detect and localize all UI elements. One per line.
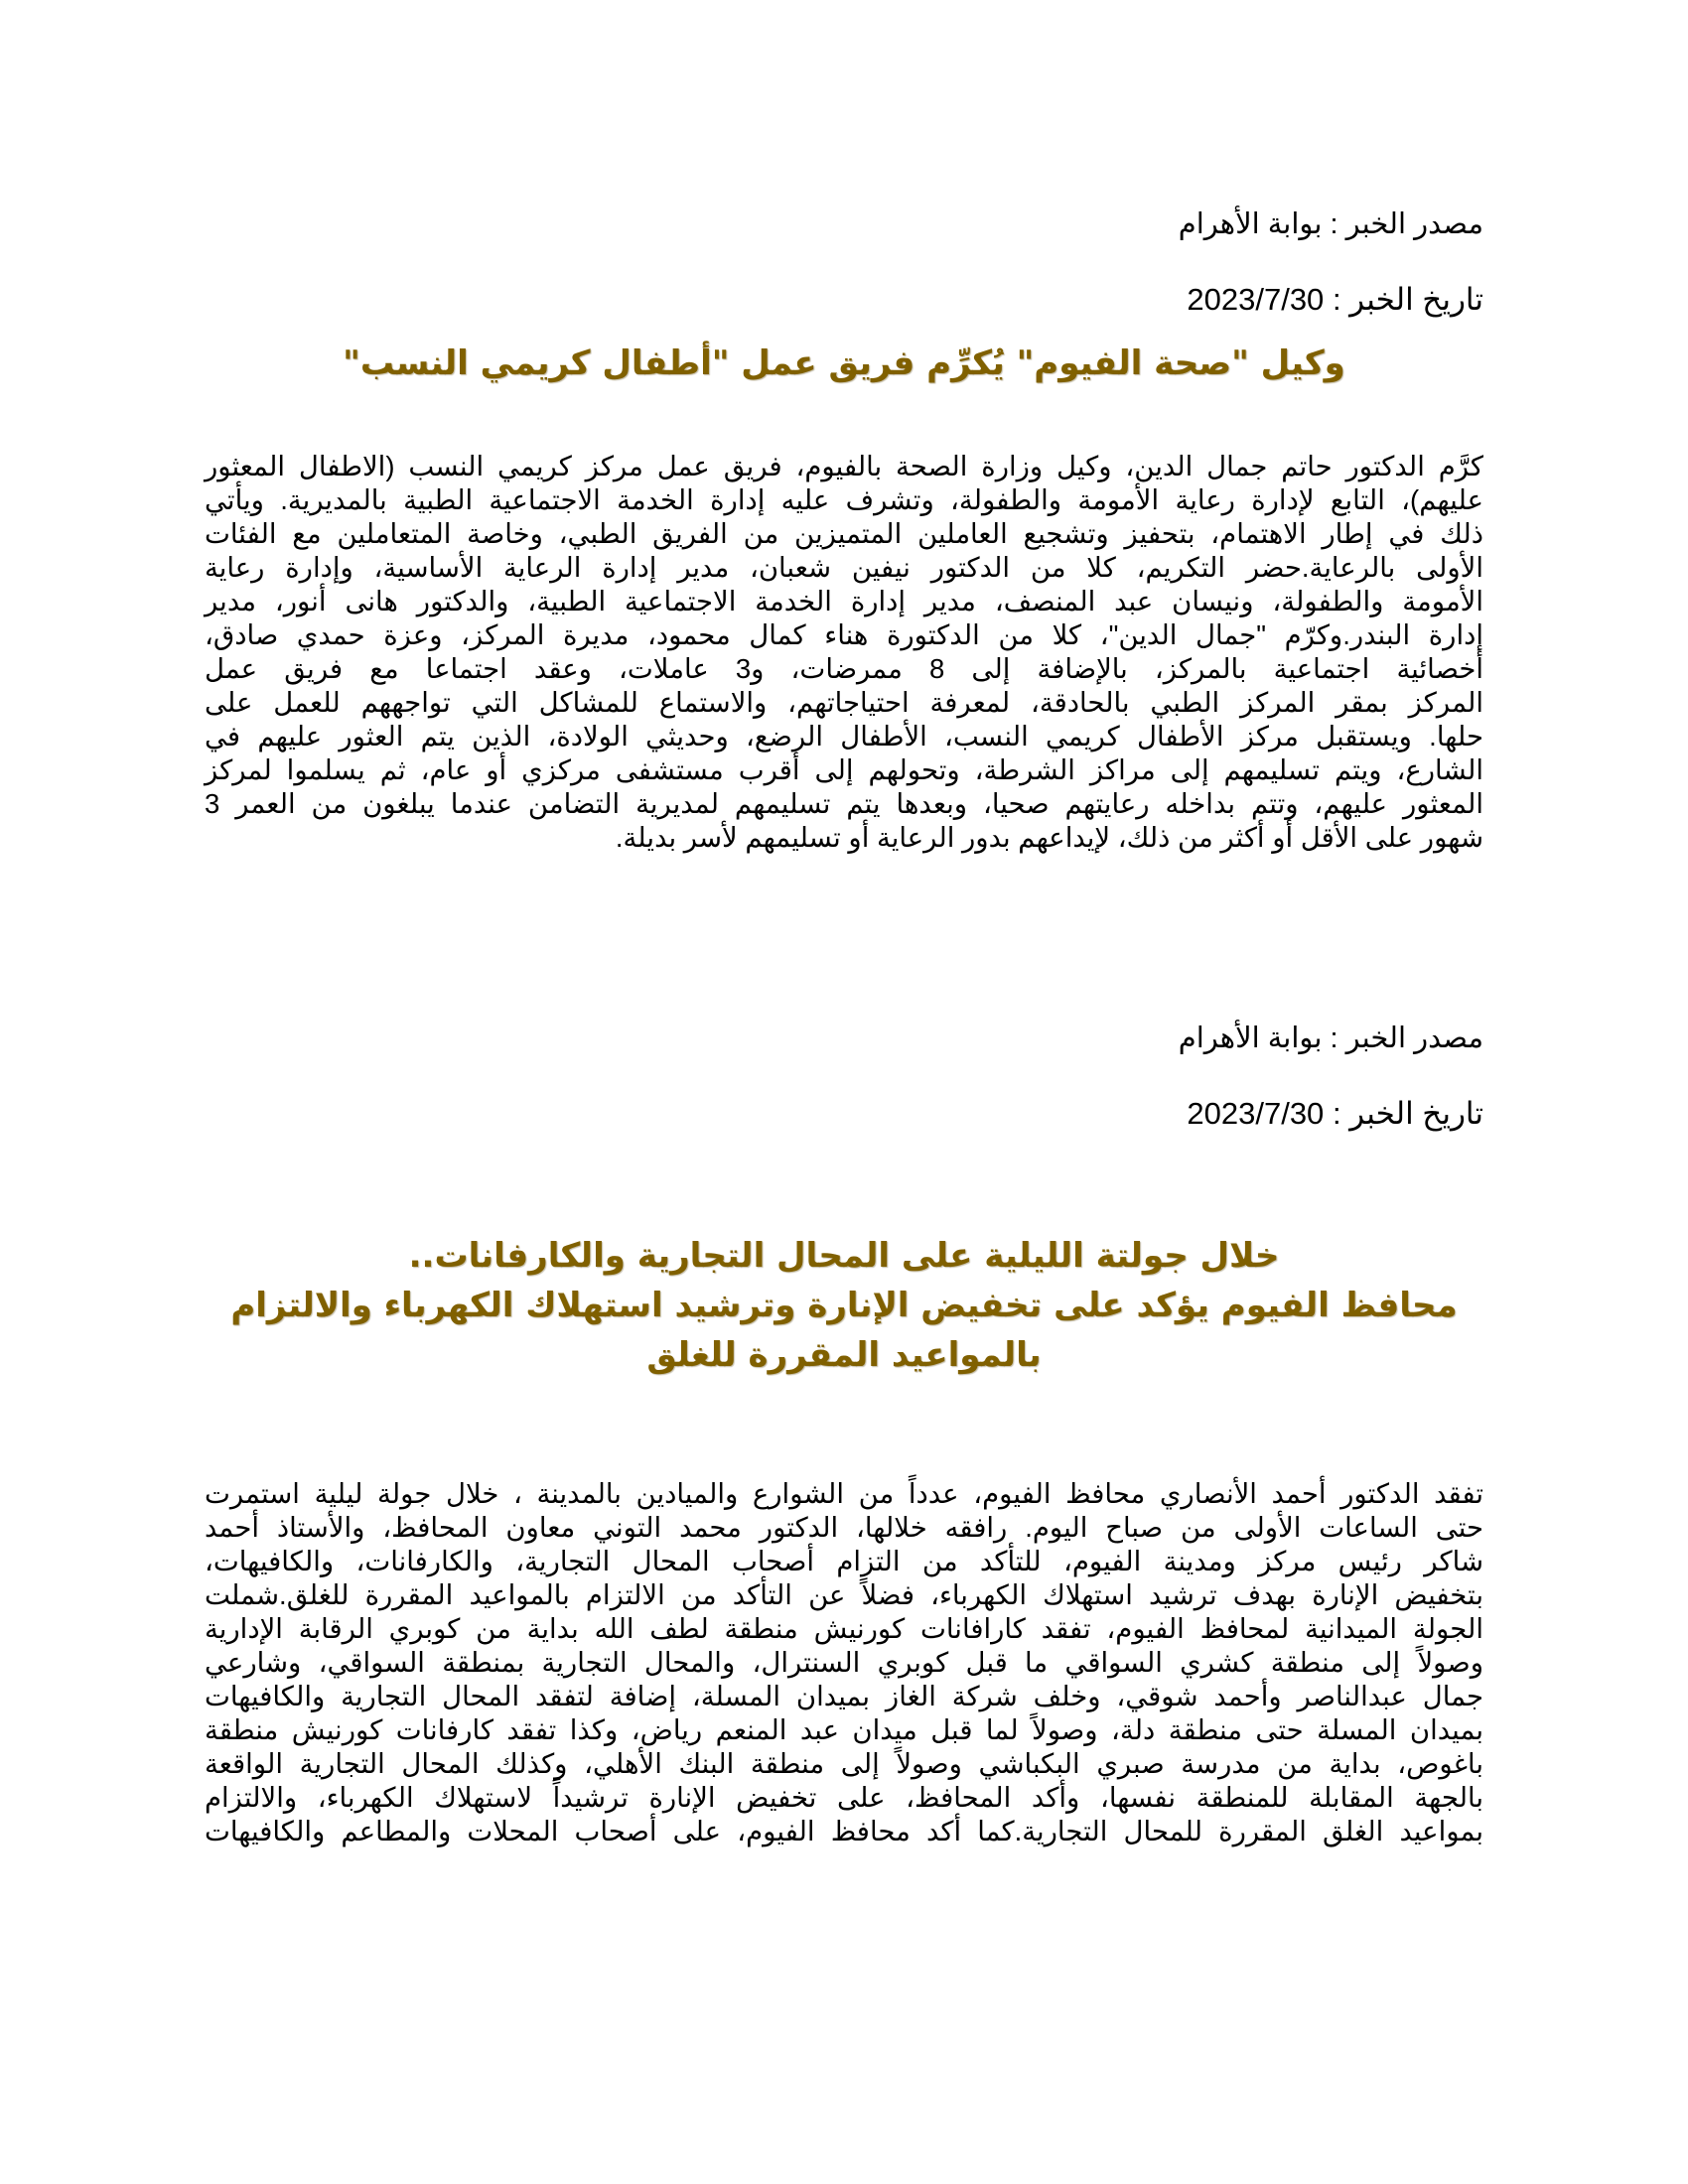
article-2-meta: [205, 1019, 1483, 1134]
text-line: باغوص، بداية من مدرسة صبري البكباشي وصولاً إلى منطقة البنك الأهلي، وكذلك المحال التجارية الواقعة: [205, 1748, 1483, 1779]
text-line: المعثور عليهم، وتتم بداخله رعايتهم صحيا، وبعدها يتم تسليمهم لمديرية التضامن عندما يبلغون من العمر 3: [205, 788, 1483, 819]
text-line: إدارة البندر.وكرّم "جمال الدين"، كلا من الدكتورة هناء كمال محمود، مديرة المركز، وعزة حمدي صادق،: [205, 619, 1483, 650]
article-paragraph: [205, 450, 1483, 855]
text-line: حتى الساعات الأولى من صباح اليوم. رافقه خلالها، الدكتور محمد التوني معاون المحافظ، والأستاذ أحمد: [205, 1512, 1483, 1543]
news-date-label: تاريخ الخبر :: [1332, 1096, 1483, 1131]
article-1-meta: [205, 205, 1483, 320]
news-source: مصدر الخبر : بوابة الأهرام: [1178, 1023, 1483, 1054]
article-2-headline: [205, 1231, 1483, 1380]
text-line: الجولة الميدانية لمحافظ الفيوم، تفقد كارافانات كورنيش منطقة لطف الله بداية من كوبري الرقابة الإدارية: [205, 1613, 1483, 1644]
text-line: بتخفيض الإنارة بهدف ترشيد استهلاك الكهرباء، فضلاً عن التأكد من الالتزام بالمواعيد المقررة للغلق.شملت: [205, 1579, 1483, 1610]
headline-line: خلال جولتة الليلية على المحال التجارية والكارفانات..: [408, 1236, 1280, 1276]
text-line: تفقد الدكتور أحمد الأنصاري محافظ الفيوم، عدداً من الشوارع والميادين بالمدينة ، خلال جولة ليلية استمرت: [205, 1478, 1483, 1509]
text-line: شهور على الأقل أو أكثر من ذلك، لإيداعهم بدور الرعاية أو تسليمهم لأسر بديلة.: [615, 822, 1483, 853]
news-date-label: تاريخ الخبر :: [1332, 282, 1483, 317]
text-line: عليهم)، التابع لإدارة رعاية الأمومة والطفولة، وتشرف عليه إدارة الخدمة الاجتماعية الطبية بالمديرية. ويأتي: [205, 484, 1483, 515]
text-line: الشارع، ويتم تسليمهم إلى مراكز الشرطة، وتحولهم إلى أقرب مستشفى مركزي أو عام، ثم يسلموا لمركز: [205, 754, 1483, 785]
news-date: [205, 280, 1483, 320]
article-2-body: [205, 1477, 1483, 1848]
text-line: الأولى بالرعاية.حضر التكريم، كلا من الدكتور نيفين شعبان، مدير إدارة الرعاية الأساسية، وإدارة رعاية: [205, 552, 1483, 583]
news-date-value: 2023/7/30: [1187, 282, 1325, 317]
text-line: بميدان المسلة حتى منطقة دلة، وصولاً لما قبل ميدان عبد المنعم رياض، وكذا تفقد كارفانات كورنيش منطقة: [205, 1714, 1483, 1745]
text-line: بمواعيد الغلق المقررة للمحال التجارية.كما أكد محافظ الفيوم، على أصحاب المحلات والمطاعم والكافيهات: [205, 1816, 1483, 1846]
article-1-headline: [205, 340, 1483, 387]
text-line: شاكر رئيس مركز ومدينة الفيوم، للتأكد من التزام أصحاب المحال التجارية، والكارفانات، والكافيهات،: [205, 1546, 1483, 1576]
text-line: بالجهة المقابلة للمنطقة نفسها، وأكد المحافظ، على تخفيض الإنارة ترشيداً لاستهلاك الكهرباء، والالتزام: [205, 1782, 1483, 1813]
news-source: مصدر الخبر : بوابة الأهرام: [1178, 208, 1483, 240]
text-line: ذلك في إطار الاهتمام، بتحفيز وتشجيع العاملين المتميزين من الفريق الطبي، وخاصة المتعاملين مع الفئات: [205, 518, 1483, 549]
text-line: أخصائية اجتماعية بالمركز، بالإضافة إلى 8 ممرضات، و3 عاملات، وعقد اجتماعا مع فريق عمل: [205, 653, 1484, 684]
text-line: المركز بمقر المركز الطبي بالحادقة، لمعرفة احتياجاتهم، والاستماع للمشاكل التي تواجههم للعمل على: [205, 687, 1483, 718]
text-line: وصولاً إلى منطقة كشري السواقي ما قبل كوبري السنترال، والمحال التجارية بمنطقة السواقي، وشارعي: [205, 1647, 1483, 1678]
news-date: [205, 1094, 1483, 1134]
news-date-value: 2023/7/30: [1187, 1096, 1325, 1131]
text-line: جمال عبدالناصر وأحمد شوقي، وخلف شركة الغاز بميدان المسلة، إضافة لتفقد المحال التجارية والكافيهات: [205, 1681, 1483, 1711]
headline-line: وكيل "صحة الفيوم" يُكرِّم فريق عمل "أطفال كريمي النسب": [343, 343, 1345, 383]
headline-line: بالمواعيد المقررة للغلق: [646, 1335, 1042, 1375]
article-paragraph: [205, 1477, 1483, 1848]
article-1-body: [205, 450, 1483, 855]
text-line: حلها. ويستقبل مركز الأطفال كريمي النسب، الأطفال الرضع، وحديثي الولادة، الذين يتم العثور عليهم في: [205, 721, 1483, 751]
text-line: كرَّم الدكتور حاتم جمال الدين، وكيل وزارة الصحة بالفيوم، فريق عمل مركز كريمي النسب (الاطفال المعثور: [205, 451, 1483, 481]
text-line: الأمومة والطفولة، ونيسان عبد المنصف، مدير إدارة الخدمة الاجتماعية الطبية، والدكتور هانى أنور، مدير: [205, 586, 1483, 616]
headline-line: محافظ الفيوم يؤكد على تخفيض الإنارة وترشيد استهلاك الكهرباء والالتزام: [230, 1286, 1458, 1325]
